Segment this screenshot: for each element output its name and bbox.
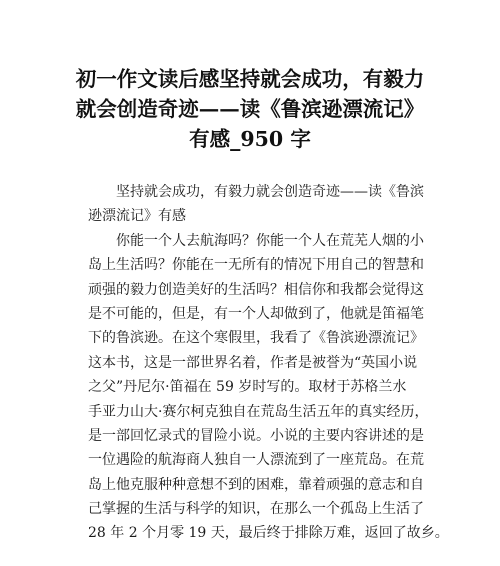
title-line: 初一作文读后感坚持就会成功，有毅力 xyxy=(75,67,425,91)
paragraph-line: 是不可能的，但是，有一个人却做到了，他就是笛福笔 xyxy=(88,305,424,322)
paragraph-line: 是一部回忆录式的冒险小说。小说的主要内容讲述的是 xyxy=(88,427,424,444)
paragraph-line: 岛上生活吗？你能在一无所有的情况下用自己的智慧和 xyxy=(88,257,424,274)
paragraph-line: 你能一个人去航海吗？你能一个人在荒芜人烟的小 xyxy=(116,232,424,249)
title-line: 有感_950 字 xyxy=(189,127,311,151)
paragraph-line: 下的鲁滨逊。在这个寒假里，我看了《鲁滨逊漂流记》 xyxy=(88,330,424,347)
paragraph-line: 顽强的毅力创造美好的生活吗？相信你和我都会觉得这 xyxy=(88,281,424,298)
subtitle-line: 坚持就会成功，有毅力就会创造奇迹——读《鲁滨 xyxy=(116,184,424,200)
paragraph-line: 手亚力山大·赛尔柯克独自在荒岛生活五年的真实经历， xyxy=(88,403,429,420)
paragraph-line: 己掌握的生活与科学的知识，在那么一个孤岛上生活了 xyxy=(88,501,424,518)
paragraph-line: 岛上他克服种种意想不到的困难，靠着顽强的意志和自 xyxy=(88,476,424,493)
paragraph-line: 28 年 2 个月零 19 天，最后终于排除万难，返回了故乡。 xyxy=(88,525,449,542)
paragraph-line: 之父”丹尼尔·笛福在 59 岁时写的。取材于苏格兰水 xyxy=(88,379,407,396)
subtitle-line: 逊漂流记》有感 xyxy=(88,208,186,225)
paragraph-line: 一位遇险的航海商人独自一人漂流到了一座荒岛。在荒 xyxy=(88,452,424,469)
document-body xyxy=(88,180,449,546)
paragraph-line: 这本书，这是一部世界名着，作者是被誉为“英国小说 xyxy=(88,354,418,371)
title-line: 就会创造奇迹——读《鲁滨逊漂流记》 xyxy=(75,97,425,121)
document-title xyxy=(60,64,440,154)
